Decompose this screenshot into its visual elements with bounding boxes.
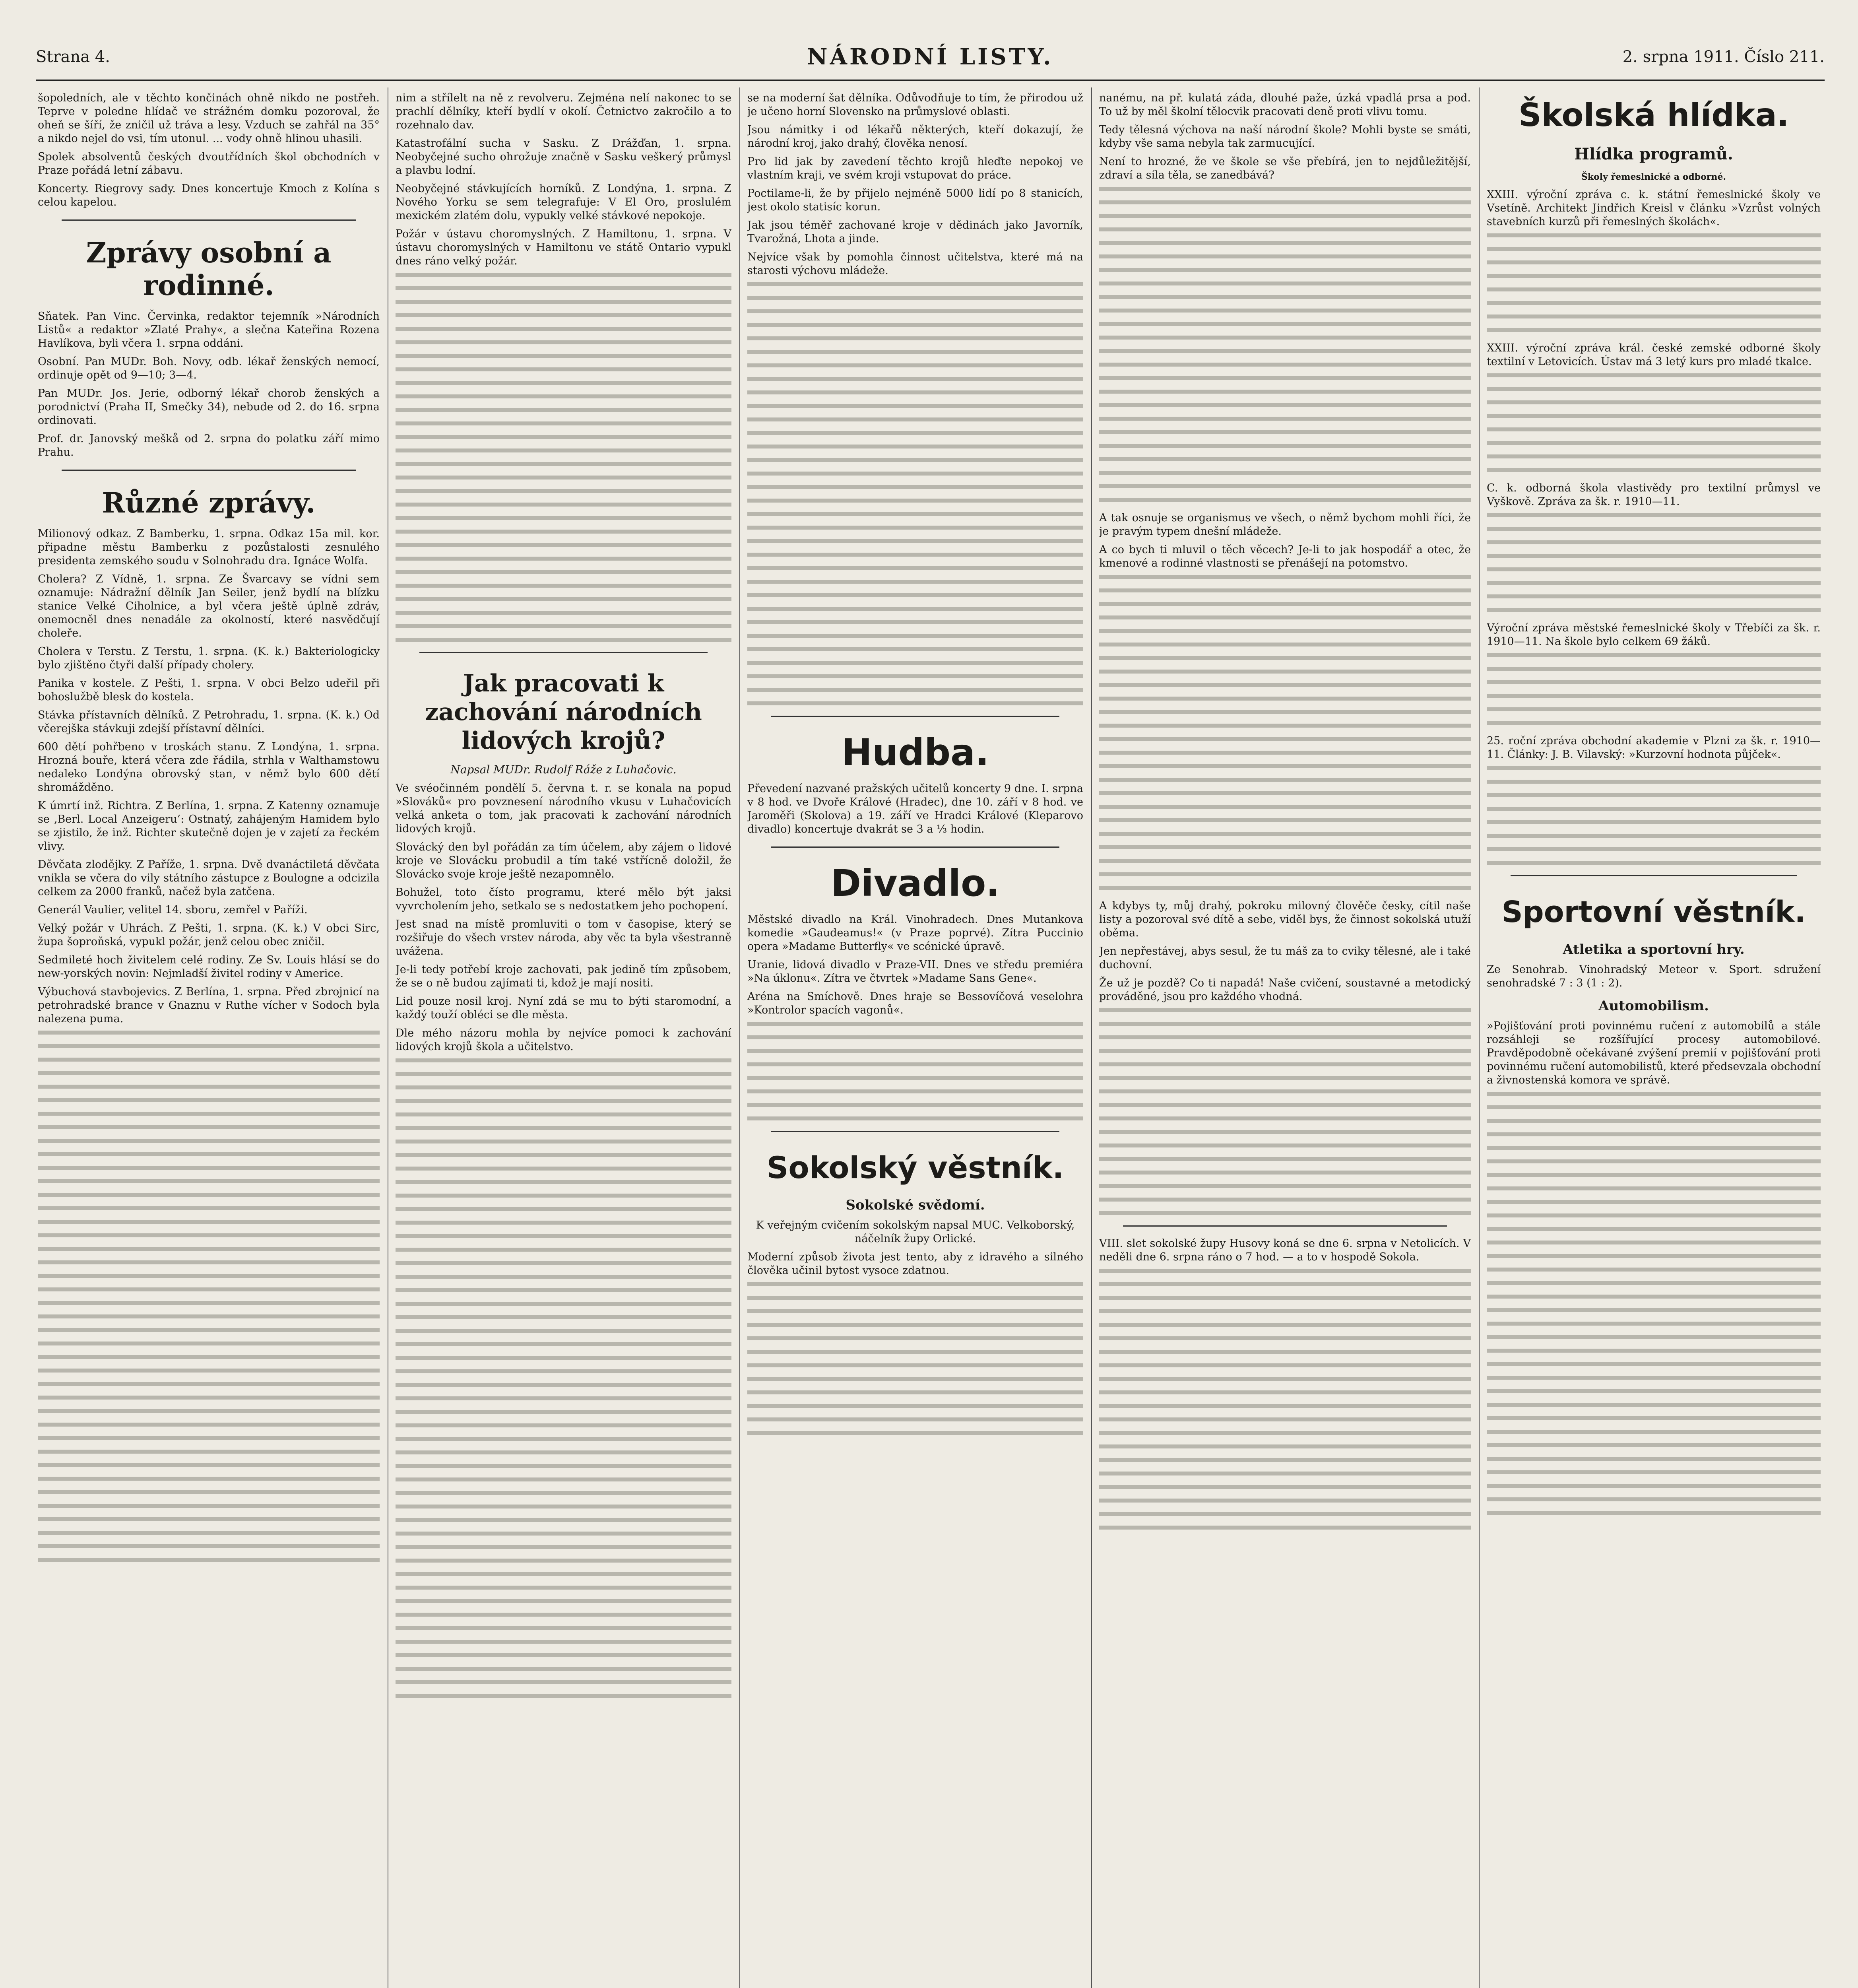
article-subheading: Sokolské svědomí. xyxy=(846,1197,985,1213)
article-paragraph: Moderní způsob života jest tento, aby z idravého a silného člověka učinil bytost vysoce zdatnou. xyxy=(747,1251,1083,1277)
article-subheading: Atletika a sportovní hry. xyxy=(1563,942,1745,957)
news-item: Ze Senohrab. Vinohradský Meteor v. Sport. sdružení senohradské 7 : 3 (1 : 2). xyxy=(1487,963,1821,989)
body-text-lines xyxy=(1487,513,1821,612)
article-paragraph: Spolek absolventů českých dvoutřídních škol obchodních v Praze pořádá letní zábavu. xyxy=(38,151,380,177)
article-paragraph: Jak jsou téměř zachované kroje v dědinách jako Javorník, Tvarožná, Lhota a jinde. xyxy=(747,219,1083,245)
body-text-lines xyxy=(1487,373,1821,472)
news-item: Děvčata zlodějky. Z Paříže, 1. srpna. Dvě dvanáctiletá děvčata vnikla se včera do vily státního zástupce z Boulogne a odcizila celkem za 2000 franků, načež byla zatčena. xyxy=(38,858,380,898)
body-text-lines xyxy=(747,282,1083,705)
issue-date: 2. srpna 1911. Číslo 211. xyxy=(1622,48,1825,66)
article-paragraph: Poctilame-li, že by přijelo nejméně 5000 lidí po 8 stanicích, jest okolo statisíc korun. xyxy=(747,187,1083,213)
section-divider xyxy=(1511,875,1797,876)
column-1 xyxy=(38,91,380,1988)
news-item: Milionový odkaz. Z Bamberku, 1. srpna. Odkaz 15a mil. kor. připadne městu Bamberku z pozůstalosti zesnulého presidenta zemského soudu v Solnohradu dra. Ignáce Wolfa. xyxy=(38,528,380,567)
article-paragraph: A co bych ti mluvil o těch věcech? Je-li to jak hospodář a otec, že kmenové a rodinné vlastnosti se přenášejí na potomstvo. xyxy=(1099,544,1471,569)
news-item: 25. roční zpráva obchodní akademie v Plzni za šk. r. 1910—11. Články: J. B. Vilavský: »Kurzovní hodnota půjček«. xyxy=(1487,735,1821,761)
section-heading-sport: Sportovní věstník. xyxy=(1501,895,1806,929)
article-paragraph: nim a střílelt na ně z revolveru. Zejména nelí nakonec to se prachlí dělníky, kteří bydlí v okolí. Četnictvo zakročilo a to rozehnalo dav. xyxy=(396,92,731,131)
masthead-title: NÁRODNÍ LISTY. xyxy=(807,44,1053,70)
news-item: Výbuchová stavbojevics. Z Berlína, 1. srpna. Před zbrojnicí na petrohradské brance v Gnaznu v Ruthe vícher v Sodoch byla nalezena puma. xyxy=(38,986,380,1025)
news-item: Sedmileté hoch živitelem celé rodiny. Ze Sv. Louis hlásí se do new-yorských novin: Nejmladší živitel rodiny v Americe. xyxy=(38,954,380,980)
body-text-lines xyxy=(396,1058,731,1698)
news-item: Městské divadlo na Král. Vinohradech. Dnes Mutankova komedie »Gaudeamus!« (v Praze poprvé). Zítra Puccinio opera »Madame Butterfly« ve scénické úpravě. xyxy=(747,913,1083,953)
news-item: Sňatek. Pan Vinc. Červinka, redaktor tejemník »Národních Listů« a redaktor »Zlaté Prahy«, a slečna Kateřina Rozena Havlíkova, byli včera 1. srpna oddáni. xyxy=(38,310,380,349)
article-paragraph: Jest snad na místě promluviti o tom v časopise, který se rozšiřuje do všech vrstev národa, aby věc ta byla všestranně uvážena. xyxy=(396,918,731,957)
column-divider xyxy=(1091,87,1092,1988)
news-item: Velký požár v Uhrách. Z Pešti, 1. srpna. (K. k.) V obci Sirc, župa šoproňská, vypukl požár, jenž celou obec zničil. xyxy=(38,922,380,948)
section-heading-personal: Zprávy osobní a rodinné. xyxy=(86,236,332,302)
news-item: Aréna na Smíchově. Dnes hraje se Bessovíčová veselohra »Kontrolor spacích vagonů«. xyxy=(747,990,1083,1016)
column-2 xyxy=(396,91,731,1988)
article-paragraph: Slovácký den byl pořádán za tím účelem, aby zájem o lidové kroje ve Slovácku probudil a tím také vstřícně doložil, že Slovácko svoje kroje ještě nezapomnělo. xyxy=(396,841,731,880)
article-paragraph: »Pojišťování proti povinnému ručení z automobilů a stále rozsáhleji se rozšířující procesy automobilové. Pravděpodobně očekávané zvýšení premií v pojišťování proti povinnému ručení automobilistů, které předsevzala obchodní a živnostenská komora ve správě. xyxy=(1487,1020,1821,1086)
section-divider xyxy=(771,1131,1059,1132)
section-heading-music: Hudba. xyxy=(841,731,989,774)
header-rule xyxy=(36,80,1825,81)
article-paragraph: Jsou námitky i od lékařů některých, kteří dokazují, že národní kroj, jako drahý, člověka nenosí. xyxy=(747,124,1083,149)
section-heading-school: Školská hlídka. xyxy=(1518,97,1789,134)
news-item: 600 dětí pohřbeno v troskách stanu. Z Londýna, 1. srpna. Hrozná bouře, která včera zde řádila, strhla v Walthamstowu nedaleko Londýna obrovský stan, v němž bylo 600 dětí shromážděno. xyxy=(38,741,380,794)
news-item: Pan MUDr. Jos. Jerie, odborný lékař chorob ženských a porodnictví (Praha II, Smečky 34), nebude od 2. do 16. srpna ordinovati. xyxy=(38,387,380,427)
news-item: XXIII. výroční zpráva král. české zemské odborné školy textilní v Letovicích. Ústav má 3 letý kurs pro mladé tkalce. xyxy=(1487,342,1821,368)
section-heading-sokol: Sokolský věstník. xyxy=(766,1150,1064,1185)
article-paragraph: Že už je pozdě? Co ti napadá! Naše cvičení, soustavné a metodický prováděné, jsou pro každého vhodná. xyxy=(1099,977,1471,1003)
column-divider xyxy=(1479,87,1480,1988)
news-item: Generál Vaulier, velitel 14. sboru, zemřel v Paříži. xyxy=(38,904,308,916)
section-divider xyxy=(1123,1225,1447,1227)
column-5 xyxy=(1487,91,1821,1988)
body-text-lines xyxy=(1487,233,1821,332)
news-item: Cholera v Terstu. Z Terstu, 1. srpna. (K. k.) Bakteriologicky bylo zjištěno čtyři další případy cholery. xyxy=(38,645,380,671)
article-paragraph: A kdybys ty, můj drahý, pokroku milovný člověče česky, cítil naše listy a pozoroval své dítě a sebe, viděl bys, že činnost sokolská utuží oběma. xyxy=(1099,900,1471,939)
article-paragraph: Je-li tedy potřebí kroje zachovati, pak jedině tím způsobem, že se o ně budou zajímati ti, kdož je mají nositi. xyxy=(396,963,731,989)
news-item: C. k. odborná škola vlastivědy pro textilní průmysl ve Vyškově. Zpráva za šk. r. 1910—11. xyxy=(1487,482,1821,508)
concert-notice: Koncerty. Riegrovy sady. Dnes koncertuje Kmoch z Kolína s celou kapelou. xyxy=(38,182,380,208)
column-4 xyxy=(1099,91,1471,1988)
article-paragraph: Tedy tělesná výchova na naší národní škole? Mohli byste se smáti, kdyby vše sama nebyla tak zarmucující. xyxy=(1099,124,1471,149)
news-item: K úmrtí inž. Richtra. Z Berlína, 1. srpna. Z Katenny oznamuje se ‚Berl. Local Anzeigeru‘: Ostnatý, zahájeným Hamidem bylo se zjistilo, že inž. Richter skutečně dojen je v zajetí za řeckém vlivy. xyxy=(38,800,380,852)
body-text-lines xyxy=(1099,575,1471,890)
body-text-lines xyxy=(396,273,731,642)
news-item: Cholera? Z Vídně, 1. srpna. Ze Švarcavy se vídni sem oznamuje: Nádražní dělník Jan Seiler, jenž bydlí na blízku stanice Velké Ciholnice, a byl včera ještě úplně zdráv, onemocněl dnes nenadále za okolností, které nasvědčují choleře. xyxy=(38,573,380,639)
body-text-lines xyxy=(1487,766,1821,865)
news-item: Neobyčejné stávkujících horníků. Z Londýna, 1. srpna. Z Nového Yorku se sem telegrafuje: V El Oro, proslulém mexickém zlatém dolu, vypukly velké stávkové nepokoje. xyxy=(396,182,731,222)
body-text-lines xyxy=(1487,1092,1821,1515)
article-paragraph: Není to hrozné, že ve škole se vše přebírá, jen to nejdůležitější, zdraví a síla těla, se zanedbává? xyxy=(1099,155,1471,181)
news-item: VIII. slet sokolské župy Husovy koná se dne 6. srpna v Netolicích. V neděli dne 6. srpna ráno o 7 hod. — a to v hospodě Sokola. xyxy=(1099,1237,1471,1263)
article-paragraph: se na moderní šat dělníka. Odůvodňuje to tím, že přirodou už je učeno horní Slovensko na průmyslové oblasti. xyxy=(747,92,1083,118)
article-paragraph: Nejvíce však by pomohla činnost učitelstva, které má na starosti výchovu mládeže. xyxy=(747,251,1083,277)
section-heading-various: Různé zprávy. xyxy=(102,486,316,519)
column-3 xyxy=(747,91,1083,1988)
article-byline: Napsal MUDr. Rudolf Ráže z Luhačovic. xyxy=(450,763,677,776)
article-subheading: Hlídka programů. xyxy=(1574,145,1733,163)
news-item: Katastrofální sucha v Sasku. Z Drážďan, 1. srpna. Neobyčejné sucho ohrožuje značně v Sasku veškerý průmysl a plavbu lodní. xyxy=(396,137,731,177)
section-divider xyxy=(771,846,1059,848)
body-text-lines xyxy=(1099,1269,1471,1530)
news-item: Panika v kostele. Z Pešti, 1. srpna. V obci Belzo udeřil při bohoslužbě blesk do kostela. xyxy=(38,677,380,703)
article-paragraph: Pro lid jak by zavedení těchto krojů hleďte nepokoj ve vlastním kraji, ve svém kroji vstupovat do práce. xyxy=(747,155,1083,181)
article-byline: K veřejným cvičením sokolským napsal MUC. Velkoborský, náčelník župy Orlické. xyxy=(756,1219,1075,1245)
column-divider xyxy=(739,87,740,1988)
article-paragraph: Bohužel, toto čísto programu, které mělo být jaksi vyvrcholením jeho, setkalo se s nedostatkem jeho pochopení. xyxy=(396,886,731,912)
news-item: Osobní. Pan MUDr. Boh. Novy, odb. lékař ženských nemocí, ordinuje opět od 9—10; 3—4. xyxy=(38,355,380,381)
body-text-lines xyxy=(747,1282,1083,1435)
article-subheading: Školy řemeslnické a odborné. xyxy=(1581,172,1726,182)
section-divider xyxy=(419,652,708,653)
article-paragraph: Ve svéočinném pondělí 5. června t. r. se konala na popud »Slováků« pro povznesení národního vkusu v Luhačovicích velká anketa o tom, jak pracovati k zachování národních lidových krojů. xyxy=(396,782,731,835)
article-paragraph: A tak osnuje se organismus ve všech, o němž bychom mohli říci, že je pravým typem dnešní mládeže. xyxy=(1099,512,1471,538)
news-item: Prof. dr. Janovský meškå od 2. srpna do polatku září mimo Prahu. xyxy=(38,433,380,458)
article-paragraph: šopoledních, ale v těchto končinách ohně nikdo ne postřeh. Teprve v poledne hlídač ve strážném domku pozoroval, že oheň se šíří, že zničil už tráva a lesy. Vzduch se zahřál na 35° a nikdo nejel do vsi, tím utonul. ... vody ohně hlinou uhasili. xyxy=(38,92,380,145)
article-paragraph: Lid pouze nosil kroj. Nyní zdá se mu to býti staromodní, a každý touží obléci se dle města. xyxy=(396,995,731,1021)
article-subheading: Automobilism. xyxy=(1598,998,1709,1014)
section-divider xyxy=(771,716,1059,717)
body-text-lines xyxy=(38,1031,380,1562)
section-divider xyxy=(62,470,356,471)
body-text-lines xyxy=(1487,653,1821,725)
news-item: Stávka přístavních dělníků. Z Petrohradu, 1. srpna. (K. k.) Od včerejška stávkuji zdejší přístavní dělníci. xyxy=(38,709,380,735)
page-number: Strana 4. xyxy=(36,48,110,66)
news-item: Výroční zpráva městské řemeslnické školy v Třebíči za šk. r. 1910—11. Na škole bylo celkem 69 žáků. xyxy=(1487,622,1821,648)
body-text-lines xyxy=(747,1022,1083,1120)
body-text-lines xyxy=(1099,1008,1471,1215)
news-item: Uranie, lidová divadlo v Praze-VII. Dnes ve středu premiéra »Na úklonu«. Zítra ve čtvrtek »Madame Sans Gene«. xyxy=(747,959,1083,984)
body-text-lines xyxy=(1099,187,1471,502)
news-item: Požár v ústavu choromyslných. Z Hamiltonu, 1. srpna. V ústavu choromyslných v Hamiltonu ve státě Ontario vypukl dnes ráno velký požár. xyxy=(396,228,731,267)
article-paragraph: Jen nepřestávej, abys sesul, že tu máš za to cviky tělesné, ale i také duchovní. xyxy=(1099,945,1471,971)
article-paragraph: Dle mého názoru mohla by nejvíce pomoci k zachování lidových krojů škola a učitelstvo. xyxy=(396,1027,731,1053)
section-heading-theatre: Divadlo. xyxy=(830,862,1000,905)
section-divider xyxy=(62,219,356,221)
news-item: Převedení nazvané pražských učitelů koncerty 9 dne. I. srpna v 8 hod. ve Dvoře Králové (Hradec), dne 10. září v 8 hod. ve Jaroměři (Skolova) a 19. září ve Hradci Králové (Kleparovo divadlo) koncertuje dvakrát se 3 a ⅓ hodin. xyxy=(747,782,1083,835)
article-headline: Jak pracovati k zachování národních lidových krojů? xyxy=(425,670,702,755)
article-paragraph: nanému, na př. kulatá záda, dlouhé paže, úzká vpadlá prsa a pod. To už by měl školní tělocvik pracovati deně proti vlivu tomu. xyxy=(1099,92,1471,118)
page-header xyxy=(36,44,1825,76)
news-item: XXIII. výroční zpráva c. k. státní řemeslnické školy ve Vsetíně. Architekt Jindřich Kreisl v článku »Vzrůst volných stavebních kurzů při řemeslných školách«. xyxy=(1487,188,1821,228)
